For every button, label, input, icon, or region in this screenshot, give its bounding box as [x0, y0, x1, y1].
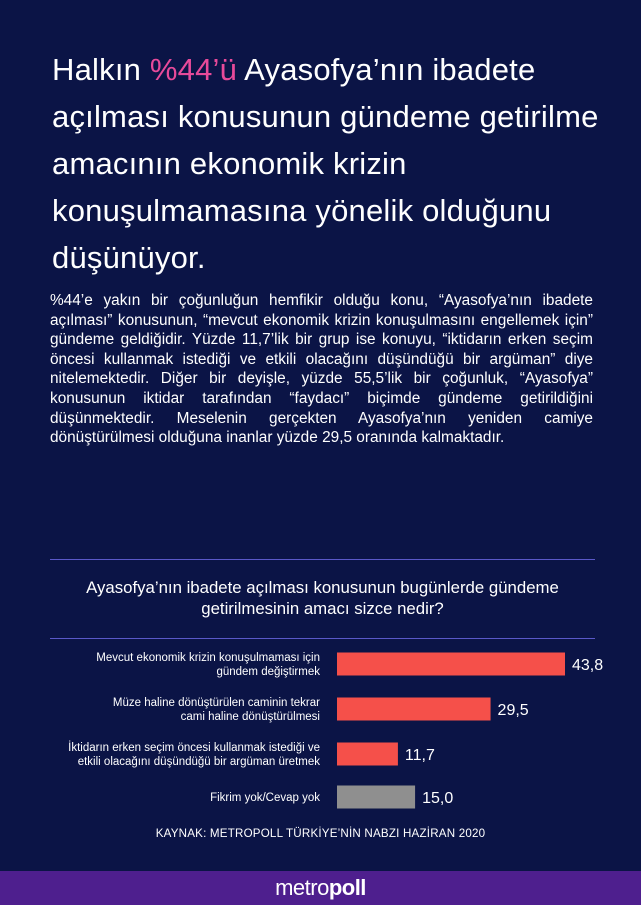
top-divider [50, 559, 595, 560]
source-note: KAYNAK: METROPOLL TÜRKİYE’NİN NABZI HAZİRAN 2020 [155, 827, 486, 840]
value-label-1: 29,5 [497, 702, 529, 719]
bar-chart [0, 640, 641, 820]
value-label-2: 11,7 [404, 747, 435, 764]
body-paragraph: %44’e yakın bir çoğunluğun hemfikir olduğu konu, “Ayasofya’nın ibadete açılması” konusunun, “mevcut ekonomik krizin konuşulmasını engellemek için” gündeme geldiğidir. Yüzde 11,7’lik bir grup ise konuyu, “iktidarın erken seçim öncesi kullanmak istediği ve etkili olacağını düşündüğü bir argüman” diye nitelemektedir. Diğer bir deyişle, yüzde 55,5’lik bir çoğunluk, “Ayasofya” konusunun iktidar tarafından “faydacı” biçimde gündeme getirildiğini düşünmektedir. Meselenin gerçekten Ayasofya’nın yeniden camiye dönüştürülmesi olduğuna inanlar yüzde 29,5 oranında kalmaktadır. [50, 292, 593, 447]
category-label-1: Müze haline dönüştürülen caminin tekrar cami haline dönüştürülmesi [112, 697, 320, 723]
headline-prefix: Halkın [52, 52, 150, 87]
chart-title: Ayasofya’nın ibadete açılması konusunun bugünlerde gündeme getirilmesinin amacı sizce nedir? [86, 578, 559, 618]
bar-2 [337, 743, 398, 766]
category-label-2: İktidarın erken seçim öncesi kullanmak istediği ve etkili olacağını düşündüğü bir argüman üretmek [68, 742, 320, 768]
value-label-3: 15,0 [422, 790, 454, 807]
logo-part2: poll [328, 875, 366, 900]
bar-0 [337, 653, 565, 676]
bottom-divider [50, 638, 595, 639]
bar-1 [337, 698, 491, 721]
bar-3 [337, 786, 415, 809]
metropoll-logo [275, 875, 366, 901]
category-label-0: Mevcut ekonomik krizin konuşulmaması için gündem değiştirmek [96, 652, 320, 678]
headline-highlight: %44’ü [149, 52, 238, 87]
footer-bar [0, 871, 641, 905]
headline [52, 46, 612, 281]
headline-rest: Ayasofya’nın ibadete açılması konusunun gündeme getirilme amacının ekonomik krizin konuşulmamasına yönelik olduğunu düşünüyor. [52, 52, 599, 275]
category-label-3: Fikrim yok/Cevap yok [210, 792, 320, 804]
value-label-0: 43,8 [572, 657, 604, 674]
logo-part1: metro [275, 875, 329, 900]
